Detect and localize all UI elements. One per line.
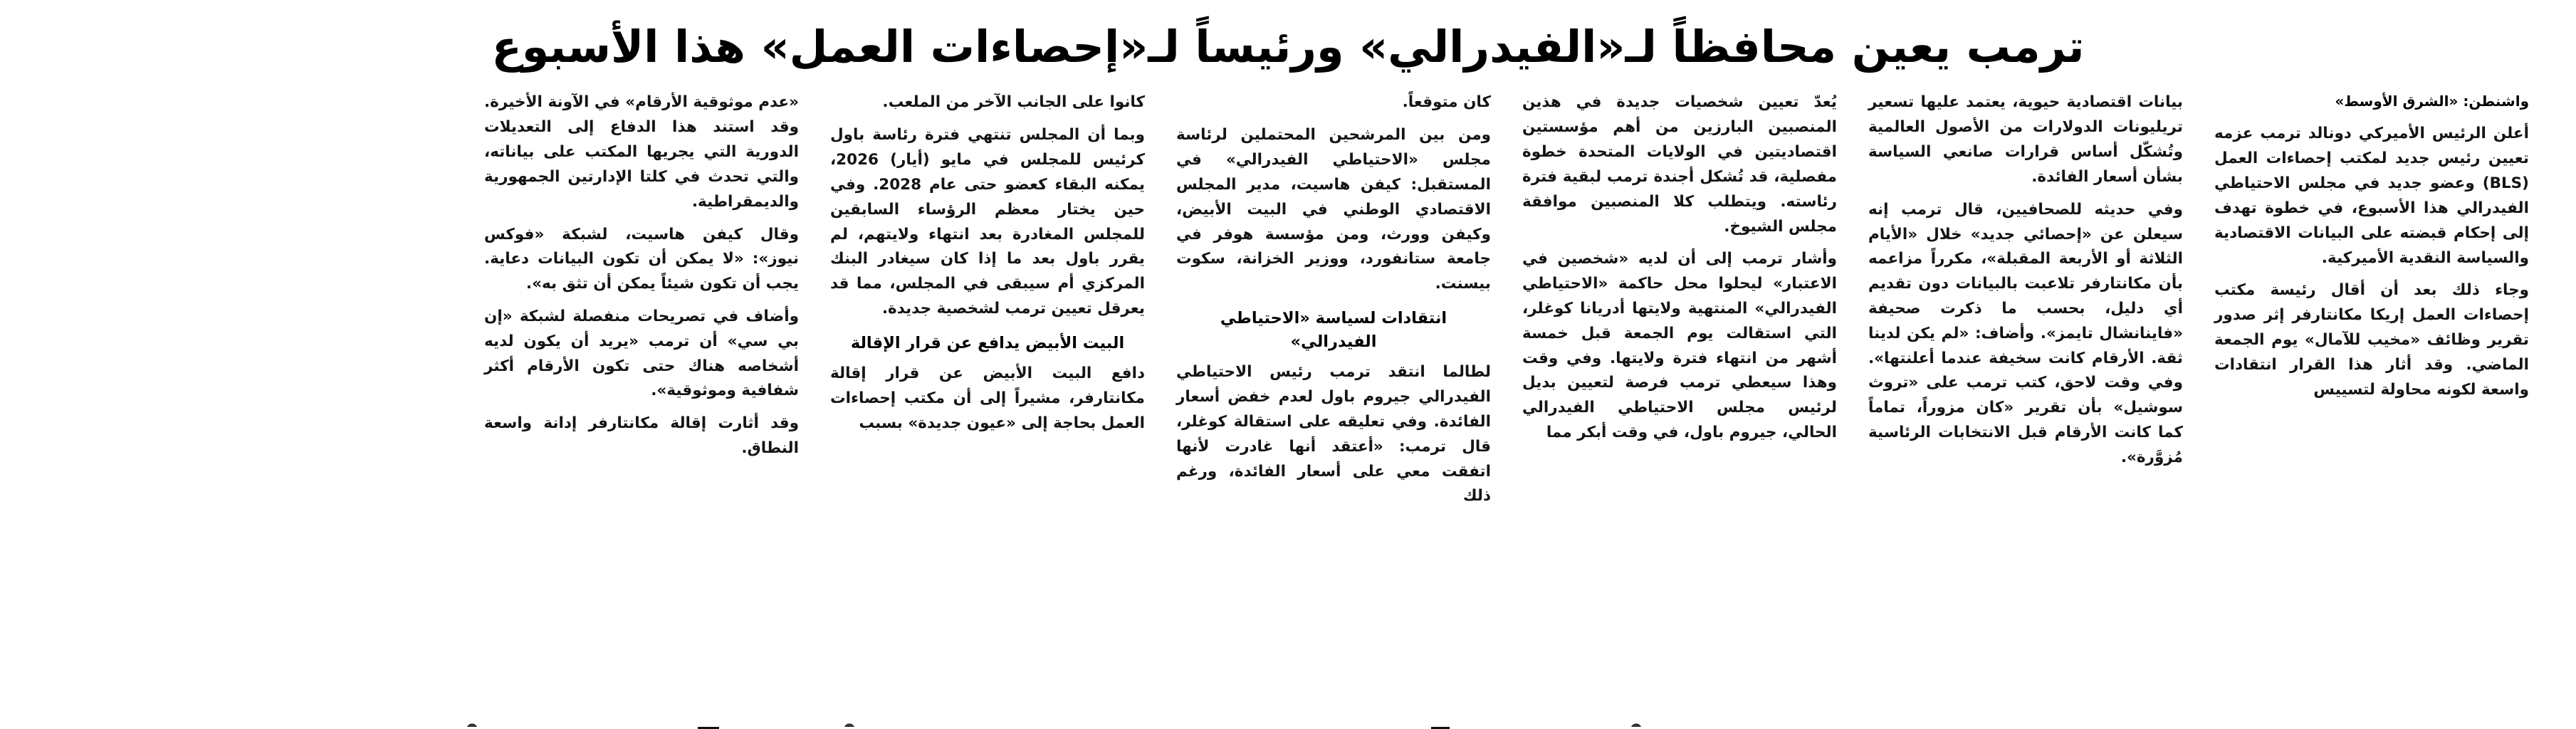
article-column-2 [1853,90,2199,478]
edge-mark [844,717,855,727]
article-column-6 [468,90,815,469]
article-column-4 [1161,90,1507,517]
paragraph: وقال كيفن هاسيت، لشبكة «فوكس نيوز»: «لا يمكن أن تكون البيانات دعاية. يجب أن تكون شيئاً يمكن أن تثق به». [484,225,799,293]
paragraph: يُعدّ تعيين شخصيات جديدة في هذين المنصبين البارزين من أهم مؤسستين اقتصاديتين في الولايات المتحدة خطوة مفصلية، قد تُشكل أجندة ترمب لبقية فترة رئاسته. ويتطلب كلا المنصبين موافقة مجلس الشيوخ. [1522,93,1837,236]
section-subheading: انتقادات لسياسة «الاحتياطي الفيدرالي» [1220,308,1447,351]
paragraph: وأشار ترمب إلى أن لديه «شخصين في الاعتبار» ليحلوا محل حاكمة «الاحتياطي الفيدرالي» المنتهية ولايتها أدريانا كوغلر، التي استقالت يوم الجمعة قبل خمسة أشهر من انتهاء فترة ولايتها. وفي وقت وهذا سيعطي ترمب فرصة لتعيين بديل لرئيس مجلس الاحتياطي الفيدرالي الحالي، جيروم باول، في وقت أبكر مما [1522,250,1837,442]
paragraph: كان متوقعاً. [1402,93,1491,112]
paragraph: بيانات اقتصادية حيوية، يعتمد عليها تسعير تريليونات الدولارات من الأصول العالمية وتُشكّل أساس قرارات صانعي السياسة بشأن أسعار الفائدة. [1868,93,2183,186]
paragraph: وجاء ذلك بعد أن أقال رئيسة مكتب إحصاءات العمل إريكا مكانتارفر إثر صدور تقرير وظائف «مخيب للآمال» يوم الجمعة الماضي. وقد أثار هذا القرار انتقادات واسعة لكونه محاولة لتسييس [2214,281,2529,399]
article-columns [0,85,2576,517]
paragraph: كانوا على الجانب الآخر من الملعب. [882,93,1145,112]
page-title: ترمب يعين محافظاً لـ«الفيدرالي» ورئيساً لـ«إحصاءات العمل» هذا الأسبوع [491,21,2085,73]
dateline: واشنطن: «الشرق الأوسط» [2335,93,2529,110]
article-column-5 [815,90,1161,444]
paragraph: ومن بين المرشحين المحتملين لرئاسة مجلس «الاحتياطي الفيدرالي» في المستقبل: كيفن هاسيت، مدير المجلس الاقتصادي الوطني في البيت الأبيض، وكيفن وورث، ومن مؤسسة هوفر في جامعة ستانفورد، ووزير الخزانة، سكوت بيسنت. [1176,126,1491,293]
section-subheading: البيت الأبيض يدافع عن قرار الإقالة [850,333,1125,352]
paragraph: دافع البيت الأبيض عن قرار إقالة مكانتارفر، مشيراً إلى أن مكتب إحصاءات العمل بحاجة إلى «عيون جديدة» بسبب [830,364,1145,433]
edge-mark [466,717,478,727]
page-edge-artifacts [0,713,2576,729]
paragraph: وفي حديثه للصحافيين، قال ترمب إنه سيعلن عن «إحصائي جديد» خلال «الأيام الثلاثة أو الأربعة المقبلة»، مكرراً مزاعمه بأن مكانتارفر تلاعبت بالبيانات دون تقديم أي دليل، بحسب ما ذكرت صحيفة «فاينانشال تايمز». وأضاف: «لم يكن لدينا ثقة. الأرقام كانت سخيفة عندما أعلنتها». وفي وقت لاحق، كتب ترمب على «تروث سوشيل» بأن تقرير «كان مزوراً، تماماً كما كانت الأرقام قبل الانتخابات الرئاسية مُزوَّرة». [1868,200,2183,466]
paragraph: وأضاف في تصريحات منفصلة لشبكة «إن بي سي» أن ترمب «يريد أن يكون لديه أشخاصه هناك حتى تكون الأرقام أكثر شفافية وموثوقية». [484,307,799,400]
article-column-1 [2199,90,2545,410]
paragraph: «عدم موثوقية الأرقام» في الآونة الأخيرة. وقد استند هذا الدفاع إلى التعديلات الدورية التي يجريها المكتب على بياناته، والتي تحدث في كلتا الإدارتين الجمهورية والديمقراطية. [484,93,799,211]
paragraph: وبما أن المجلس تنتهي فترة رئاسة باول كرئيس للمجلس في مايو (أيار) 2026، يمكنه البقاء كعضو حتى عام 2028. وفي حين يختار معظم الرؤساء السابقين للمجلس المغادرة بعد انتهاء ولايتهم، لم يقرر باول بعد ما إذا كان سيغادر البنك المركزي أم سيبقى في المجلس، مما قد يعرقل تعيين ترمب لشخصية جديدة. [830,126,1145,318]
paragraph: وقد أثارت إقالة مكانتارفر إدانة واسعة النطاق. [484,414,799,458]
paragraph: أعلن الرئيس الأميركي دونالد ترمب عزمه تعيين رئيس جديد لمكتب إحصاءات العمل (BLS) وعضو جديد في مجلس الاحتياطي الفيدرالي هذا الأسبوع، في خطوة تهدف إلى إحكام قبضته على البيانات الاقتصادية والسياسة النقدية الأميركية. [2214,125,2529,267]
article-column-3 [1507,90,1853,453]
paragraph: لطالما انتقد ترمب رئيس الاحتياطي الفيدرالي جيروم باول لعدم خفض أسعار الفائدة. وفي تعليقه على استقالة كوغلر، قال ترمب: «أعتقد أنها غادرت لأنها اتفقت معي على أسعار الفائدة، ورغم ذلك [1176,363,1491,505]
edge-mark [1630,717,1642,727]
headline-container [0,0,2576,85]
